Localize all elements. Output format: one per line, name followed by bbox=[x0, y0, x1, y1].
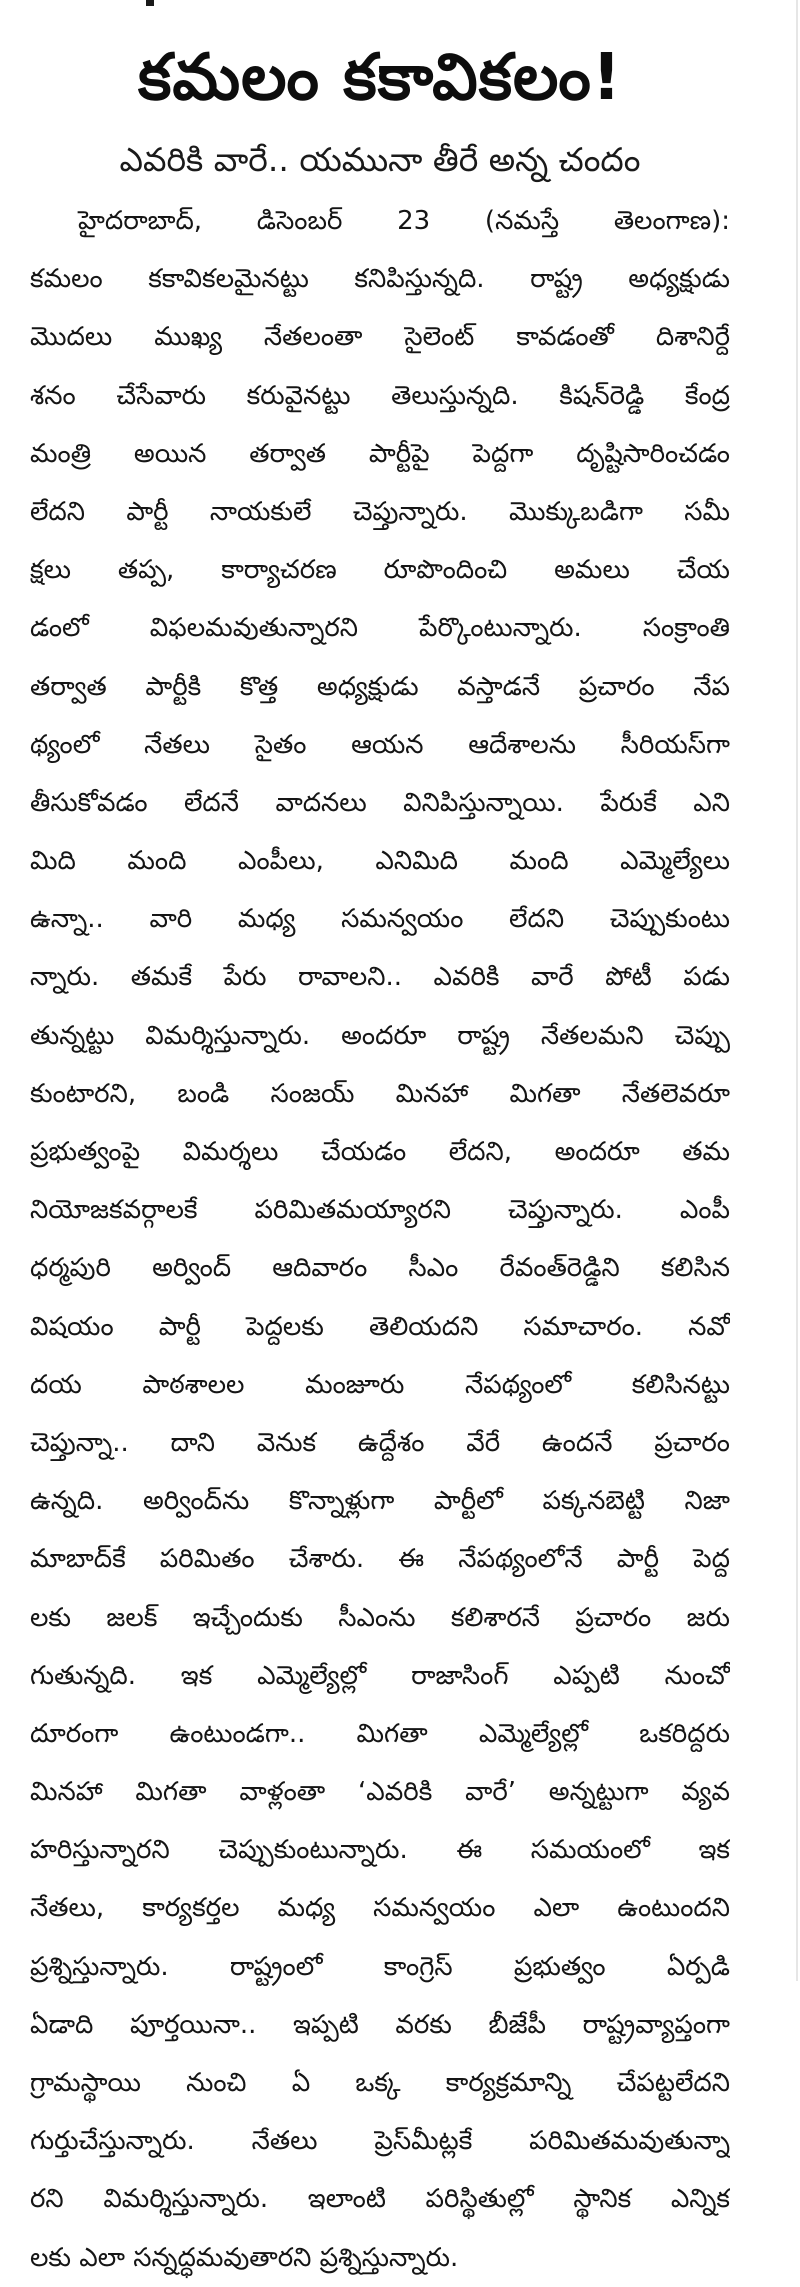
article-line: రని విమర్శిస్తున్నారు. ఇలాంటి పరిస్థితుల్లో స్థానిక ఎన్నిక bbox=[30, 2184, 730, 2215]
article-line: మాబాద్‌కే పరిమితం చేశారు. ఈ నేపథ్యంలోనే పార్టీ పెద్ద bbox=[30, 1544, 730, 1575]
article-line: న్నారు. తమకే పేరు రావాలని.. ఎవరికి వారే పోటీ పడు bbox=[30, 962, 730, 993]
article-line: విషయం పార్టీ పెద్దలకు తెలియదని సమాచారం. నవో bbox=[30, 1311, 730, 1342]
article-line: తున్నట్టు విమర్శిస్తున్నారు. అందరూ రాష్ట్ర నేతలమని చెప్పు bbox=[30, 1020, 730, 1051]
article-line: మొదలు ముఖ్య నేతలంతా సైలెంట్ కావడంతో దిశానిర్దే bbox=[30, 322, 730, 353]
article-line: కుంటారని, బండి సంజయ్ మినహా మిగతా నేతలెవరూ bbox=[30, 1078, 730, 1109]
article-line: గుర్తుచేస్తున్నారు. నేతలు ప్రెస్‌మీట్లకే పరిమితమవుతున్నా bbox=[30, 2126, 730, 2157]
article-line: లకు జలక్ ఇచ్చేందుకు సీఎంను కలిశారనే ప్రచారం జరు bbox=[30, 1602, 730, 1633]
article-line: హరిస్తున్నారని చెప్పుకుంటున్నారు. ఈ సమయంలో ఇక bbox=[30, 1835, 730, 1866]
article-line: తర్వాత పార్టీకి కొత్త అధ్యక్షుడు వస్తాడనే ప్రచారం నేప bbox=[30, 671, 730, 702]
article-line: దయ పాఠశాలల మంజూరు నేపథ్యంలో కలిసినట్టు bbox=[30, 1369, 730, 1400]
article-line: నియోజకవర్గాలకే పరిమితమయ్యారని చెప్తున్నారు. ఎంపీ bbox=[30, 1195, 730, 1226]
article-line: లకు ఎలా సన్నద్ధమవుతారని ప్రశ్నిస్తున్నారు. bbox=[30, 2242, 459, 2273]
article-line: మంత్రి అయిన తర్వాత పార్టీపై పెద్దగా దృష్టిసారించడం bbox=[30, 438, 730, 469]
article-line: ప్రశ్నిస్తున్నారు. రాష్ట్రంలో కాంగ్రెస్ ప్రభుత్వం ఏర్పడి bbox=[30, 1951, 730, 1982]
column-rule-stub bbox=[146, 0, 154, 6]
article-line: తీసుకోవడం లేదనే వాదనలు వినిపిస్తున్నాయి. పేరుకే ఎని bbox=[30, 787, 730, 818]
article-line: ఉన్నా.. వారి మధ్య సమన్వయం లేదని చెప్పుకుంటు bbox=[30, 904, 730, 935]
article-line: ఉన్నది. అర్వింద్‌ను కొన్నాళ్లుగా పార్టీలో పక్కనబెట్టి నిజా bbox=[30, 1486, 730, 1517]
article-line: ధర్మపురి అర్వింద్ ఆదివారం సీఎం రేవంత్‌రెడ్డిని కలిసిన bbox=[30, 1253, 730, 1284]
headline: కమలం కకావికలం! bbox=[137, 41, 623, 115]
article-line: మినహా మిగతా వాళ్లంతా ‘ఎవరికి వారే’ అన్నట్టుగా వ్యవ bbox=[30, 1777, 730, 1808]
article-line: మిది మంది ఎంపీలు, ఎనిమిది మంది ఎమ్మెల్యేలు bbox=[30, 846, 730, 877]
article-line: గ్రామస్థాయి నుంచి ఏ ఒక్క కార్యక్రమాన్ని చేపట్టలేదని bbox=[30, 2068, 730, 2098]
article-line: నేతలు, కార్యకర్తల మధ్య సమన్వయం ఎలా ఉంటుందని bbox=[30, 1893, 730, 1924]
article-body bbox=[30, 192, 730, 2287]
article-line: థ్యంలో నేతలు సైతం ఆయన ఆదేశాలను సీరియస్‌గా bbox=[30, 729, 730, 760]
article-line: ఏడాది పూర్తయినా.. ఇప్పటి వరకు బీజేపీ రాష్ట్రవ్యాప్తంగా bbox=[30, 2009, 730, 2040]
article-line-dateline: హైదరాబాద్, డిసెంబర్ 23 (నమస్తే తెలంగాణ): bbox=[78, 206, 730, 236]
article-line: లేదని పార్టీ నాయకులే చెప్తున్నారు. మొక్కుబడిగా సమీ bbox=[30, 496, 730, 527]
article-line: శనం చేసేవారు కరువైనట్టు తెలుస్తున్నది. కిషన్‌రెడ్డి కేంద్ర bbox=[30, 380, 730, 411]
article-line: దూరంగా ఉంటుండగా.. మిగతా ఎమ్మెల్యేల్లో ఒకరిద్దరు bbox=[30, 1718, 730, 1749]
article-line: క్షలు తప్ప, కార్యాచరణ రూపొందించి అమలు చేయ bbox=[30, 555, 730, 586]
article-line: గుతున్నది. ఇక ఎమ్మెల్యేల్లో రాజాసింగ్ ఎప్పటి నుంచో bbox=[30, 1660, 730, 1691]
article-line: డంలో విఫలమవుతున్నారని పేర్కొంటున్నారు. సంక్రాంతి bbox=[30, 613, 730, 644]
article-line: ప్రభుత్వంపై విమర్శలు చేయడం లేదని, అందరూ తమ bbox=[30, 1137, 730, 1167]
article-line: కమలం కకావికలమైనట్టు కనిపిస్తున్నది. రాష్ట్ర అధ్యక్షుడు bbox=[30, 264, 730, 295]
article-line: చెప్తున్నా.. దాని వెనుక ఉద్దేశం వేరే ఉందనే ప్రచారం bbox=[30, 1427, 730, 1458]
column-divider bbox=[796, 0, 798, 1981]
subheadline: ఎవరికి వారే.. యమునా తీరే అన్న చందం bbox=[119, 140, 641, 179]
